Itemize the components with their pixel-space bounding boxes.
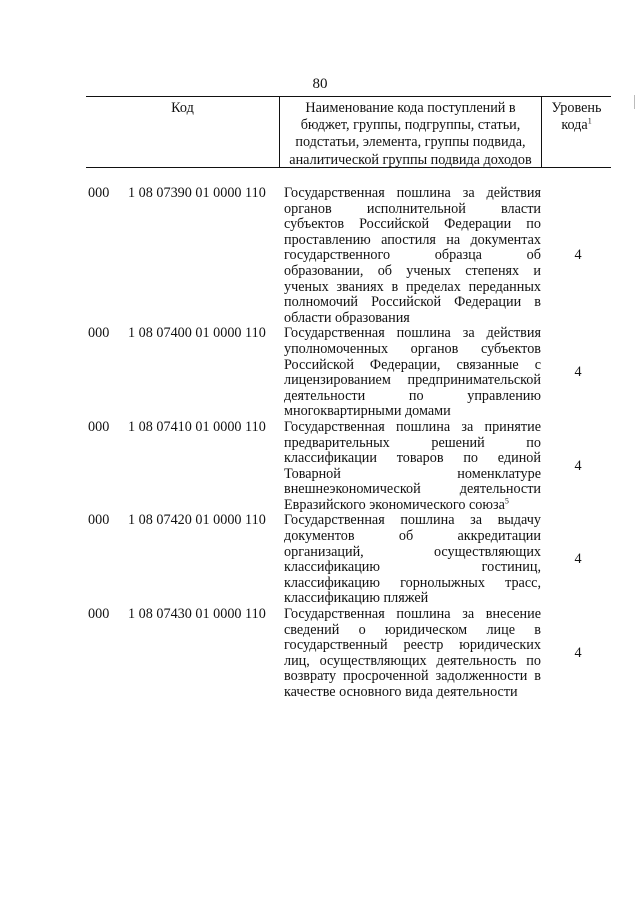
row-description-text: Государственная пошлина за действия bbox=[284, 325, 541, 342]
row-admin-code: 000 bbox=[88, 418, 110, 435]
row-level: 4 bbox=[574, 457, 582, 474]
row-description-text: Государственная пошлина за действия bbox=[284, 185, 541, 201]
row-description-text: качестве основного вида деятельности bbox=[284, 684, 518, 700]
row-description-line bbox=[284, 233, 541, 249]
table-body bbox=[0, 186, 640, 701]
row-description-text: государственного образца об bbox=[284, 247, 541, 264]
header-level-column bbox=[542, 97, 611, 167]
row-description-line bbox=[284, 513, 541, 529]
row-description-text: деятельности по управлению bbox=[284, 387, 541, 404]
row-description-text: классификацию горнолыжных трасс, bbox=[284, 574, 541, 591]
row-description-line bbox=[284, 420, 541, 436]
table-header bbox=[86, 96, 611, 168]
row-description-text: органов исполнительной власти bbox=[284, 200, 541, 217]
header-name-line: подстатьи, элемента, группы подвида, bbox=[295, 134, 526, 151]
row-level: 4 bbox=[574, 247, 582, 264]
row-description bbox=[284, 513, 541, 607]
row-description-text: документов об аккредитации bbox=[284, 528, 541, 545]
row-revenue-code: 1 08 07400 01 0000 110 bbox=[128, 325, 266, 342]
row-description-line bbox=[284, 202, 541, 218]
row-admin-code: 000 bbox=[88, 185, 110, 201]
header-name-line: бюджет, группы, подгруппы, статьи, bbox=[300, 117, 521, 134]
page-number: 80 bbox=[312, 76, 328, 92]
row-description-line bbox=[284, 623, 541, 639]
row-description-line bbox=[284, 545, 541, 561]
table-row bbox=[0, 420, 640, 514]
row-description-text: государственный реестр юридических bbox=[284, 637, 541, 654]
row-description-line bbox=[284, 264, 541, 280]
row-description-text: Товарной номенклатуре bbox=[284, 465, 541, 482]
row-description-line bbox=[284, 576, 541, 592]
row-level: 4 bbox=[574, 645, 582, 662]
row-description-line bbox=[284, 389, 541, 405]
row-description-text: образовании, об ученых степенях и bbox=[284, 262, 541, 279]
row-description-line bbox=[284, 217, 541, 233]
row-description-line bbox=[284, 186, 541, 202]
row-description-line bbox=[284, 311, 541, 327]
row-description-line bbox=[284, 436, 541, 452]
row-description-text: лицензированием предпринимательской bbox=[284, 372, 541, 389]
row-description-line bbox=[284, 482, 541, 498]
row-revenue-code: 1 08 07420 01 0000 110 bbox=[128, 512, 266, 529]
row-description-text: ученых званиях в пределах переданных bbox=[284, 278, 541, 295]
row-description-text: Государственная пошлина за принятие bbox=[284, 418, 541, 435]
table-row bbox=[0, 513, 640, 607]
row-description-line bbox=[284, 342, 541, 358]
row-description-text: классификации товаров по единой bbox=[284, 450, 541, 467]
row-level: 4 bbox=[574, 551, 582, 568]
row-description-line bbox=[284, 607, 541, 623]
row-revenue-code: 1 08 07390 01 0000 110 bbox=[128, 185, 266, 201]
row-description-text: классификацию пляжей bbox=[284, 590, 429, 607]
row-description-text: полномочий Российской Федерации в bbox=[284, 294, 541, 311]
row-description-text: предварительных решений по bbox=[284, 434, 541, 451]
row-description-text: Государственная пошлина за внесение bbox=[284, 606, 541, 623]
row-revenue-code: 1 08 07430 01 0000 110 bbox=[128, 606, 266, 623]
header-name-line: Наименование кода поступлений в bbox=[305, 100, 516, 116]
header-level-text: кода bbox=[561, 117, 588, 134]
scan-edge-mark bbox=[634, 95, 635, 109]
row-description bbox=[284, 326, 541, 420]
row-description-text: Российской Федерации, связанные с bbox=[284, 356, 541, 373]
row-description-text: внешнеэкономической деятельности bbox=[284, 481, 541, 498]
row-description-line bbox=[284, 404, 541, 420]
row-description-text: области образования bbox=[284, 309, 410, 326]
table-row bbox=[0, 607, 640, 701]
row-footnote: 5 bbox=[504, 496, 509, 506]
row-description-text: проставлению апостиля на документах bbox=[284, 231, 541, 248]
row-description-line bbox=[284, 295, 541, 311]
row-description bbox=[284, 186, 541, 326]
row-description-line bbox=[284, 467, 541, 483]
row-admin-code: 000 bbox=[88, 606, 110, 623]
row-description-line bbox=[284, 358, 541, 374]
row-description-line bbox=[284, 326, 541, 342]
header-name-line: аналитической группы подвида доходов bbox=[289, 151, 532, 168]
row-description-line bbox=[284, 451, 541, 467]
row-description bbox=[284, 607, 541, 701]
row-revenue-code: 1 08 07410 01 0000 110 bbox=[128, 418, 266, 435]
row-admin-code: 000 bbox=[88, 512, 110, 529]
row-description-text: возврату просроченной задолженности в bbox=[284, 668, 541, 685]
header-level-line2 bbox=[542, 117, 611, 134]
row-description-text: лиц, осуществляющих деятельность по bbox=[284, 652, 541, 669]
header-name-column bbox=[280, 97, 542, 167]
header-level-footnote: 1 bbox=[587, 116, 592, 126]
row-description-line bbox=[284, 669, 541, 685]
row-description-line bbox=[284, 560, 541, 576]
row-description-line bbox=[284, 498, 541, 514]
row-description-text: классификацию гостиниц, bbox=[284, 559, 541, 576]
table-row bbox=[0, 326, 640, 420]
row-description-line bbox=[284, 280, 541, 296]
row-admin-code: 000 bbox=[88, 325, 110, 342]
row-description-line bbox=[284, 685, 541, 701]
row-description-text: субъектов Российской Федерации по bbox=[284, 216, 541, 233]
row-description-text: Евразийского экономического союза bbox=[284, 496, 505, 513]
row-description-text: Государственная пошлина за выдачу bbox=[284, 512, 541, 529]
row-description-line bbox=[284, 654, 541, 670]
row-level: 4 bbox=[574, 364, 582, 381]
table-row bbox=[0, 186, 640, 326]
row-description-text: уполномоченных органов субъектов bbox=[284, 340, 541, 357]
row-description-line bbox=[284, 638, 541, 654]
row-description-text: многоквартирными домами bbox=[284, 403, 451, 420]
header-code-column bbox=[86, 97, 280, 167]
row-description-text: организаций, осуществляющих bbox=[284, 543, 541, 560]
header-code-label: Код bbox=[171, 100, 194, 116]
row-description-line bbox=[284, 591, 541, 607]
row-description-line bbox=[284, 529, 541, 545]
header-level-line1: Уровень bbox=[551, 100, 602, 116]
row-description-text: сведений о юридическом лице в bbox=[284, 621, 541, 638]
row-description-line bbox=[284, 248, 541, 264]
row-description bbox=[284, 420, 541, 514]
row-description-line bbox=[284, 373, 541, 389]
